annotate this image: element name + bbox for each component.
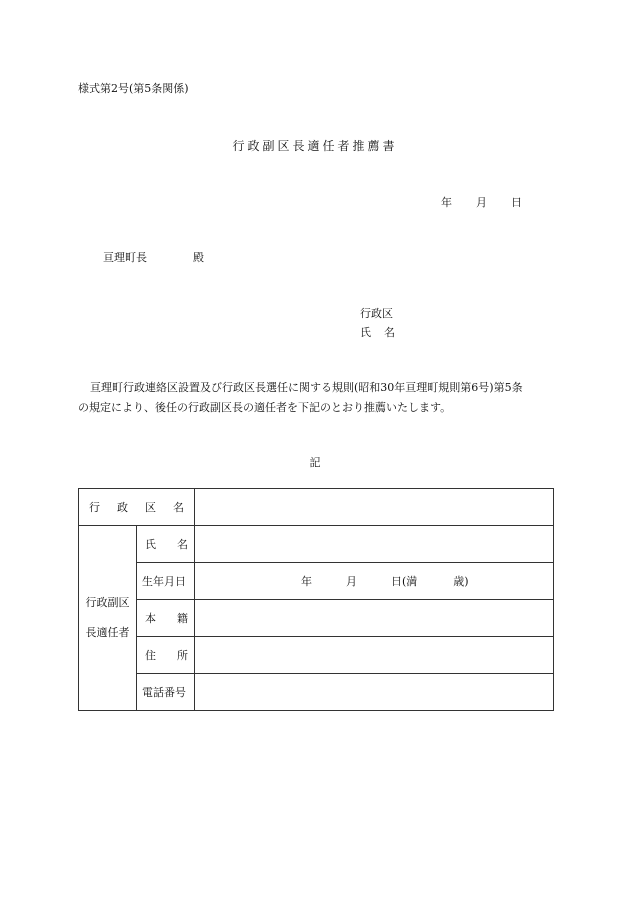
table-row — [79, 563, 554, 600]
date-month: 月 — [476, 196, 487, 209]
date-day: 日 — [511, 196, 522, 209]
birth-year-label: 年 — [301, 575, 312, 588]
district-name-label: 行 政 区 名 — [79, 489, 195, 526]
table-row — [79, 600, 554, 637]
applicant-district-label: 行政区 — [360, 307, 393, 320]
applicant-name-label — [360, 324, 395, 340]
phone-field[interactable] — [195, 674, 554, 711]
body-line-2: の規定により、後任の行政副区長の適任者を下記のとおり推薦いたします。 — [78, 401, 452, 414]
name-label: 氏 名 — [137, 526, 195, 563]
birth-day-label: 日(満 — [391, 575, 418, 588]
table-row — [79, 674, 554, 711]
address-label: 住 所 — [137, 637, 195, 674]
addressee-honorific: 殿 — [193, 251, 204, 264]
birth-age-label: 歳) — [453, 575, 469, 588]
birth-month-label: 月 — [346, 575, 357, 588]
document-title: 行政副区長適任者推薦書 — [232, 139, 398, 153]
date-year: 年 — [441, 196, 452, 209]
body-paragraph — [78, 378, 558, 418]
addressee — [103, 249, 204, 265]
domicile-label: 本 籍 — [137, 600, 195, 637]
birthdate-field[interactable] — [195, 563, 554, 600]
addressee-name: 亘理町長 — [103, 251, 147, 264]
nomination-table — [78, 488, 554, 711]
form-number: 様式第2号(第5条関係) — [78, 82, 189, 95]
applicant-name-char-2: 名 — [384, 326, 395, 339]
date-line — [441, 194, 522, 210]
district-name-field[interactable] — [195, 489, 554, 526]
ki-heading: 記 — [309, 456, 321, 469]
applicant-name-char-1: 氏 — [360, 326, 371, 339]
body-line-1: 亘理町行政連絡区設置及び行政区長選任に関する規則(昭和30年亘理町規則第6号)第5条 — [90, 381, 523, 394]
domicile-field[interactable] — [195, 600, 554, 637]
table-row — [79, 526, 554, 563]
phone-label: 電話番号 — [137, 674, 195, 711]
address-field[interactable] — [195, 637, 554, 674]
table-row — [79, 637, 554, 674]
table-row — [79, 489, 554, 526]
name-field[interactable] — [195, 526, 554, 563]
role-label: 行政副区 長適任者 — [79, 526, 137, 711]
birthdate-label: 生年月日 — [137, 563, 195, 600]
